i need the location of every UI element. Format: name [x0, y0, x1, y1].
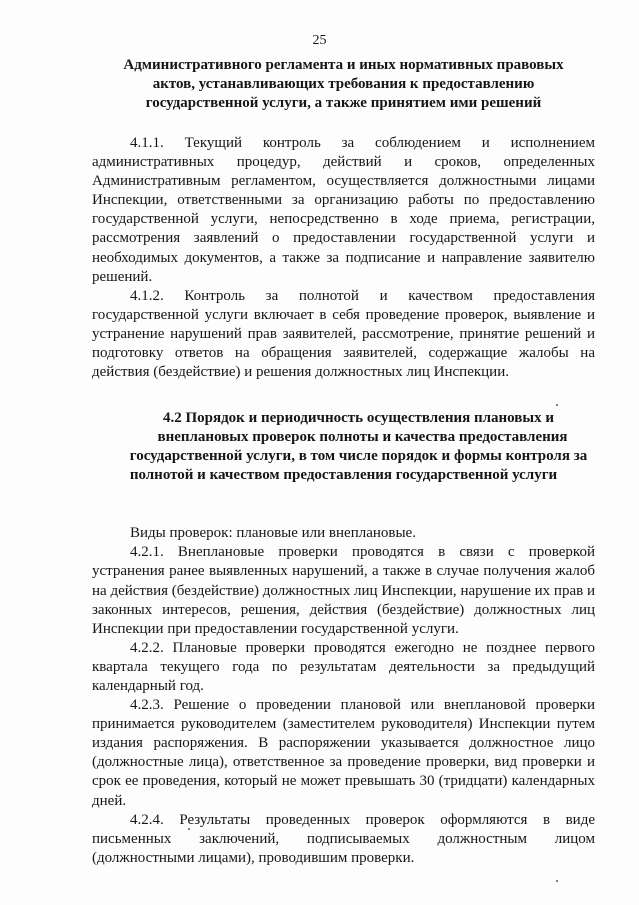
page-number: 25: [312, 33, 327, 48]
heading-line: государственной услуги, в том числе порядок и формы контроля за: [129, 448, 588, 465]
inspection-types-line: Виды проверок: плановые или внеплановые.: [130, 525, 416, 542]
scan-speck: [556, 880, 558, 882]
heading-line: актов, устанавливающих требования к предоставлению: [152, 76, 535, 92]
page-content: [92, 56, 595, 868]
paragraph-4-1-1: 4.1.1. Текущий контроль за соблюдением и исполнением административных процедур, действий и сроков, определенных Административным регламентом, осуществляется должностными лицами Инспекции, ответственными за организацию работы по предоставлению государственной услуги, непосредственно в ходе приема, регистрации, рассмотрения заявлений о предоставлении государственной услуги и необходимых документов, а также за подписание и направление заявителю решений.: [92, 135, 595, 285]
paragraph-4-2-3: 4.2.3. Решение о проведении плановой или внеплановой проверки принимается руководителем (заместителем руководителя) Инспекции путем издания распоряжения. В распоряжении указывается должностное лицо (должностные лица), ответственное за проведение проверки, вид проверки и срок ее проведения, который не может превышать 30 (тридцати) календарных дней.: [92, 697, 595, 809]
section-heading-4-2: [92, 409, 595, 485]
scan-speck: [188, 828, 190, 830]
heading-line: полнотой и качеством предоставления государственной услуги: [129, 467, 558, 484]
paragraph-4-2-4: 4.2.4. Результаты проведенных проверок оформляются в виде письменных заключений, подписываемых должностным лицом (должностными лицами), проводившим проверки.: [92, 811, 595, 866]
heading-line: 4.2 Порядок и периодичность осуществления плановых и: [162, 410, 555, 427]
heading-line: государственной услуги, а также принятием ими решений: [145, 95, 542, 111]
paragraph-4-1-2: 4.1.2. Контроль за полнотой и качеством предоставления государственной услуги включает в себя проведение проверок, выявление и устранение нарушений прав заявителей, рассмотрение, принятие решений и подготовку ответов на обращения заявителей, содержащие жалобы на действия (бездействие) и решения должностных лиц Инспекции.: [92, 287, 595, 381]
heading-line: внеплановых проверок полноты и качества предоставления: [157, 429, 568, 446]
paragraph-4-2-2: 4.2.2. Плановые проверки проводятся ежегодно не позднее первого квартала текущего года по результатам деятельности за предыдущий календарный год.: [92, 639, 595, 694]
section-heading-4-1-continued: [92, 56, 595, 113]
paragraph-4-2-1: 4.2.1. Внеплановые проверки проводятся в связи с проверкой устранения ранее выявленных нарушений, а также в случае получения жалоб на действия (бездействие) должностных лиц Инспекции, нарушение их прав и законных интересов, решения, действия (бездействие) должностных лиц Инспекции при предоставлении государственной услуги.: [92, 544, 595, 637]
heading-line: Административного регламента и иных нормативных правовых: [123, 57, 564, 73]
scan-speck: [556, 404, 558, 406]
